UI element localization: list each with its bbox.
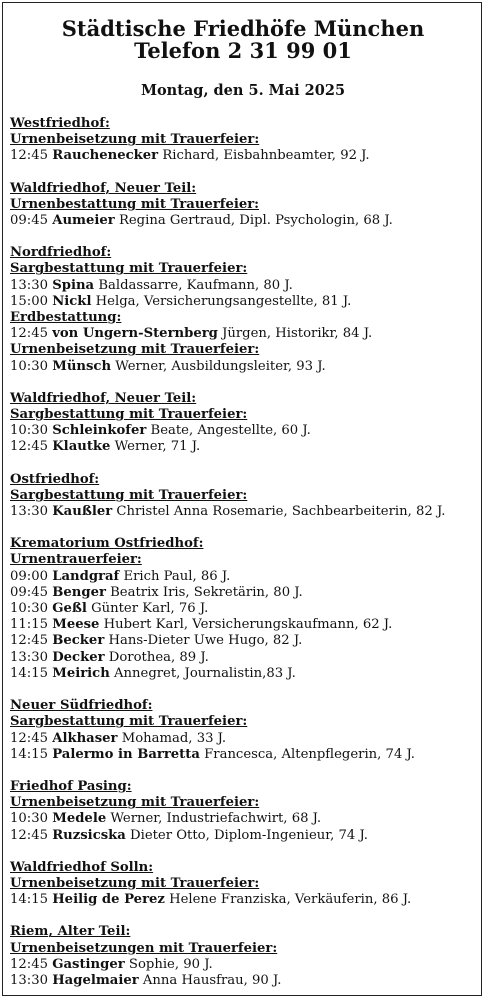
burial-entry: [10, 650, 480, 666]
entry-time: 12:45: [10, 956, 49, 972]
entry-time: 09:45: [10, 584, 49, 600]
entry-surname: Decker: [52, 649, 105, 665]
cemetery-section: [10, 391, 480, 456]
burial-entry: [10, 585, 480, 601]
entry-details: Sophie, 90 J.: [128, 956, 213, 972]
entry-details: Dieter Otto, Diplom-Ingenieur, 74 J.: [130, 827, 368, 843]
entry-surname: Klautke: [52, 439, 111, 455]
burial-entry: [10, 892, 480, 908]
entry-time: 10:30: [10, 601, 49, 617]
entry-details: Werner, Ausbildungsleiter, 93 J.: [115, 358, 326, 374]
entry-details: Günter Karl, 76 J.: [91, 601, 209, 617]
entry-surname: Kaußler: [52, 504, 113, 520]
entry-details: Francesca, Altenpflegerin, 74 J.: [204, 746, 415, 762]
entry-time: 10:30: [10, 811, 49, 827]
cemetery-section: [10, 181, 480, 230]
entry-time: 12:45: [10, 633, 49, 649]
burial-entry: [10, 504, 480, 520]
burial-entry: [10, 957, 480, 973]
entry-details: Mohamad, 33 J.: [121, 730, 227, 746]
cemetery-name: Waldfriedhof, Neuer Teil:: [10, 180, 197, 196]
entry-time: 12:45: [10, 326, 49, 342]
entry-details: Helga, Versicherungsangestellte, 81 J.: [95, 293, 352, 309]
entry-time: 09:45: [10, 213, 49, 229]
notice-phone: Telefon 2 31 99 01: [134, 38, 352, 63]
cemetery-name: Friedhof Pasing:: [10, 778, 132, 794]
cemetery-name: Westfriedhof:: [10, 116, 110, 131]
burial-entry: [10, 213, 480, 229]
notice-date: Montag, den 5. Mai 2025: [140, 82, 346, 99]
entry-surname: Hagelmaier: [52, 972, 139, 988]
entry-time: 11:15: [10, 617, 49, 633]
ceremony-type: Urnenbeisetzung mit Trauerfeier:: [10, 132, 260, 148]
cemetery-name: Waldfriedhof, Neuer Teil:: [10, 390, 197, 406]
cemetery-section: [10, 779, 480, 844]
entry-time: 13:30: [10, 277, 49, 293]
burial-schedule: [10, 116, 480, 1005]
cemetery-name: Ostfriedhof:: [10, 471, 100, 487]
burial-entry: [10, 439, 480, 455]
ceremony-type: Sargbestattung mit Trauerfeier:: [10, 261, 248, 277]
cemetery-section: [10, 860, 480, 909]
entry-details: Beatrix Iris, Sekretärin, 80 J.: [110, 584, 303, 600]
entry-time: 13:30: [10, 504, 49, 520]
ceremony-type: Urnenbeisetzungen mit Trauerfeier:: [10, 940, 278, 956]
entry-surname: Gastinger: [52, 956, 125, 972]
entry-details: Hans-Dieter Uwe Hugo, 82 J.: [108, 633, 303, 649]
entry-surname: Becker: [52, 633, 105, 649]
entry-surname: Rauchenecker: [52, 148, 159, 164]
entry-surname: Meese: [52, 617, 100, 633]
entry-details: Anna Hausfrau, 90 J.: [142, 972, 282, 988]
entry-surname: Medele: [52, 811, 107, 827]
entry-time: 12:45: [10, 827, 49, 843]
entry-surname: Heilig de Perez: [52, 892, 165, 908]
cemetery-section: [10, 698, 480, 763]
cemetery-section: [10, 245, 480, 375]
cemetery-name: Riem, Alter Teil:: [10, 924, 131, 940]
burial-entry: [10, 973, 480, 989]
entry-time: 12:45: [10, 730, 49, 746]
entry-surname: Benger: [52, 584, 106, 600]
cemetery-name: Krematorium Ostfriedhof:: [10, 536, 204, 552]
cemetery-section: [10, 116, 480, 165]
entry-details: Annegret, Journalistin,83 J.: [114, 665, 296, 681]
entry-time: 14:15: [10, 665, 49, 681]
burial-entry: [10, 359, 480, 375]
burial-entry: [10, 617, 480, 633]
entry-surname: Meirich: [52, 665, 110, 681]
entry-time: 15:00: [10, 293, 49, 309]
ceremony-type: Erdbestattung:: [10, 310, 122, 326]
entry-details: Baldassarre, Kaufmann, 80 J.: [98, 277, 293, 293]
entry-details: Dorothea, 89 J.: [108, 649, 209, 665]
entry-surname: Nickl: [52, 293, 92, 309]
ceremony-type: Urnentrauerfeier:: [10, 552, 142, 568]
entry-time: 12:45: [10, 148, 49, 164]
entry-details: Christel Anna Rosemarie, Sachbearbeiterin, 82 J.: [116, 504, 446, 520]
burial-entry: [10, 731, 480, 747]
ceremony-type: Sargbestattung mit Trauerfeier:: [10, 487, 248, 503]
entry-surname: Ruzsicska: [52, 827, 126, 843]
entry-surname: Schleinkofer: [52, 423, 147, 439]
entry-time: 13:30: [10, 972, 49, 988]
entry-surname: Spina: [52, 277, 95, 293]
burial-entry: [10, 278, 480, 294]
entry-details: Jürgen, Historikr, 84 J.: [222, 326, 373, 342]
cemetery-section: [10, 536, 480, 682]
burial-entry: [10, 601, 480, 617]
cemetery-name: Waldfriedhof Solln:: [10, 859, 154, 875]
entry-details: Beate, Angestellte, 60 J.: [150, 423, 311, 439]
burial-entry: [10, 148, 480, 164]
burial-entry: [10, 747, 480, 763]
entry-time: 10:30: [10, 423, 49, 439]
entry-details: Werner, 71 J.: [114, 439, 201, 455]
entry-time: 10:30: [10, 358, 49, 374]
entry-surname: Aumeier: [52, 213, 115, 229]
cemetery-section: [10, 924, 480, 989]
entry-details: Helene Franziska, Verkäuferin, 86 J.: [169, 892, 412, 908]
ceremony-type: Urnenbeisetzung mit Trauerfeier:: [10, 342, 260, 358]
entry-details: Regina Gertraud, Dipl. Psychologin, 68 J.: [118, 213, 393, 229]
entry-details: Erich Paul, 86 J.: [123, 568, 231, 584]
entry-details: Richard, Eisbahnbeamter, 92 J.: [162, 148, 370, 164]
entry-surname: Münsch: [52, 358, 112, 374]
entry-surname: Geßl: [52, 601, 87, 617]
burial-entry: [10, 666, 480, 682]
entry-surname: Alkhaser: [52, 730, 118, 746]
burial-entry: [10, 423, 480, 439]
ceremony-type: Urnenbeisetzung mit Trauerfeier:: [10, 875, 260, 891]
cemetery-name: Neuer Südfriedhof:: [10, 698, 153, 714]
burial-entry: [10, 294, 480, 310]
ceremony-type: Urnenbestattung mit Trauerfeier:: [10, 196, 260, 212]
entry-time: 12:45: [10, 439, 49, 455]
ceremony-type: Sargbestattung mit Trauerfeier:: [10, 407, 248, 423]
entry-surname: von Ungern-Sternberg: [52, 326, 218, 342]
entry-time: 13:30: [10, 649, 49, 665]
burial-entry: [10, 811, 480, 827]
entry-details: Hubert Karl, Versicherungskaufmann, 62 J.: [103, 617, 393, 633]
ceremony-type: Sargbestattung mit Trauerfeier:: [10, 714, 248, 730]
burial-entry: [10, 569, 480, 585]
entry-time: 09:00: [10, 568, 49, 584]
cemetery-section: [10, 472, 480, 521]
cemetery-name: Nordfriedhof:: [10, 245, 112, 261]
ceremony-type: Urnenbeisetzung mit Trauerfeier:: [10, 795, 260, 811]
notice-title: Städtische Friedhöfe München: [61, 16, 425, 41]
entry-surname: Palermo in Barretta: [52, 746, 200, 762]
burial-entry: [10, 326, 480, 342]
burial-entry: [10, 633, 480, 649]
entry-time: 14:15: [10, 746, 49, 762]
entry-time: 14:15: [10, 892, 49, 908]
burial-entry: [10, 828, 480, 844]
entry-details: Werner, Industriefachwirt, 68 J.: [110, 811, 322, 827]
entry-surname: Landgraf: [52, 568, 120, 584]
